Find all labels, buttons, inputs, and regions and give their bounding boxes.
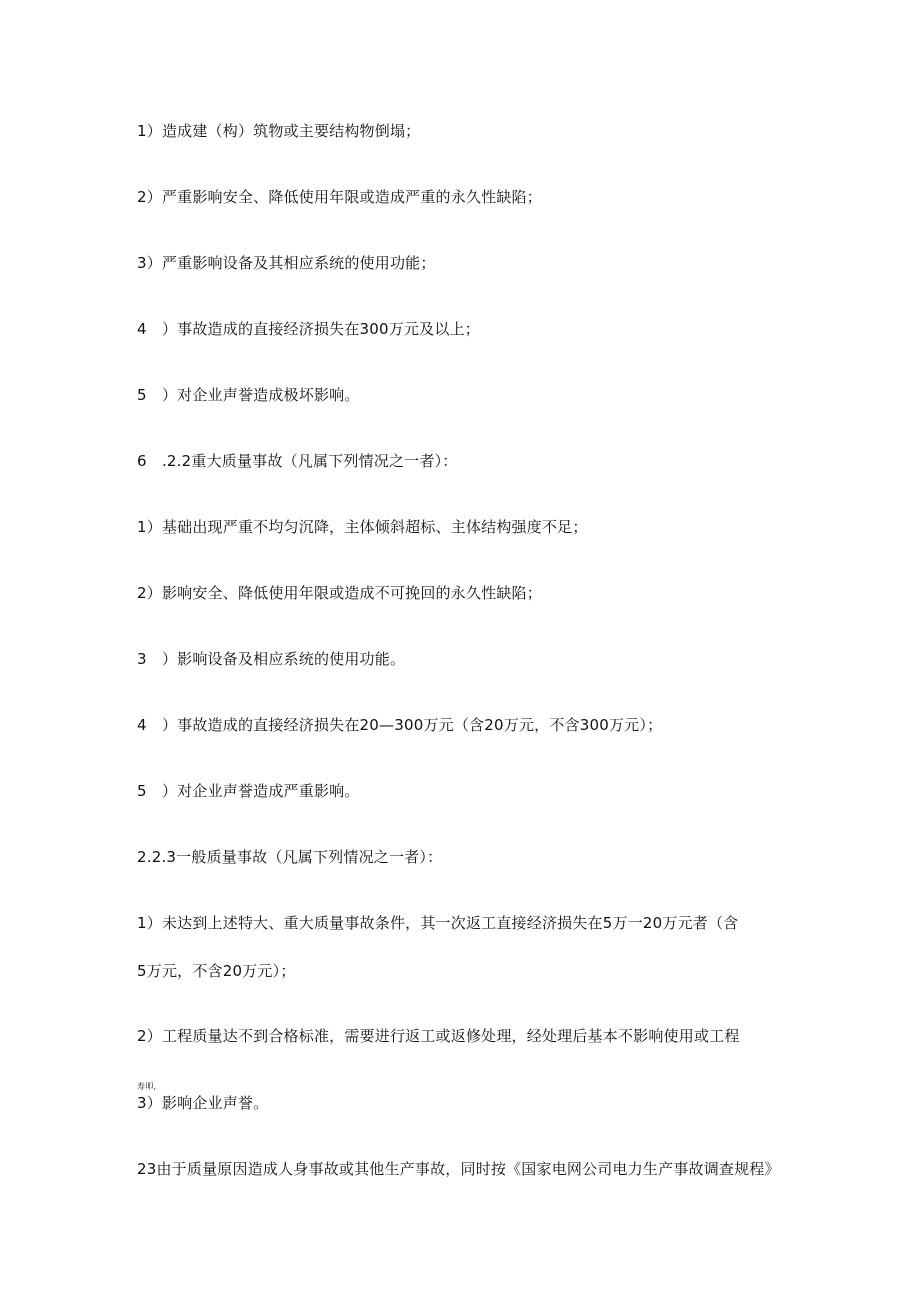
text-line: 2）工程质量达不到合格标准，需要进行返工或返修处理，经处理后基本不影响使用或工程	[137, 1027, 740, 1045]
text-line: 5万元，不含20万元）；	[137, 962, 296, 980]
text-line: 2）影响安全、降低使用年限或造成不可挽回的永久性缺陷；	[137, 584, 542, 602]
section-heading: 2.2.3一般质量事故（凡属下列情况之一者）：	[137, 848, 443, 866]
text-line: 4 ）事故造成的直接经济损失在300万元及以上；	[137, 320, 480, 338]
garbled-fragment: 寿叩,	[137, 1082, 157, 1091]
text-line: 1）未达到上述特大、重大质量事故条件，其一次返工直接经济损失在5万一20万元者（含	[137, 914, 739, 932]
text-line: 1）基础出现严重不均匀沉降，主体倾斜超标、主体结构强度不足；	[137, 518, 588, 536]
text-line: 2）严重影响安全、降低使用年限或造成严重的永久性缺陷；	[137, 188, 542, 206]
text-line: 1）造成建（构）筑物或主要结构物倒塌；	[137, 122, 421, 140]
section-heading: 6 .2.2重大质量事故（凡属下列情况之一者）：	[137, 452, 458, 470]
text-line: 3）影响企业声誉。	[137, 1094, 269, 1112]
text-line: 3）严重影响设备及其相应系统的使用功能；	[137, 254, 436, 272]
text-line: 5 ）对企业声誉造成严重影响。	[137, 782, 360, 800]
text-line: 23由于质量原因造成人身事故或其他生产事故，同时按《国家电网公司电力生产事故调查规程》	[137, 1160, 780, 1178]
text-line: 3 ）影响设备及相应系统的使用功能。	[137, 650, 406, 668]
text-line: 5 ）对企业声誉造成极坏影响。	[137, 386, 360, 404]
text-line: 4 ）事故造成的直接经济损失在20—300万元（含20万元，不含300万元）；	[137, 716, 663, 734]
